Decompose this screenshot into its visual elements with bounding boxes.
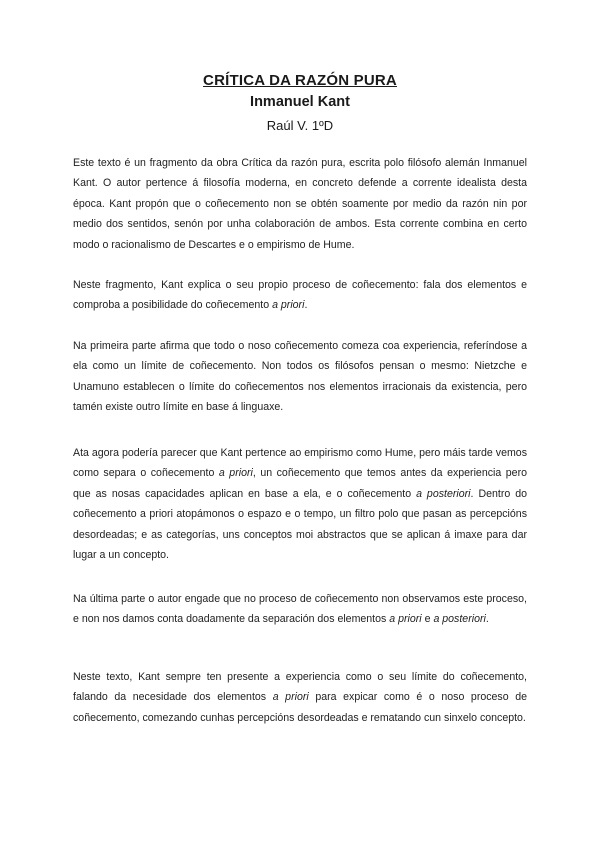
student-name: Raúl V. 1ºD <box>266 118 334 133</box>
paragraph-2-part-b: . <box>304 299 308 312</box>
paragraph-5-emphasis-2: a posteriori <box>433 613 486 626</box>
paragraph-fragment <box>73 275 527 316</box>
paragraph-4-part-c: . Dentro do coñecemento a priori atopámonos o espazo e o tempo, un filtro polo que pasan as percepcións desordeadas; e as categorías, uns conceptos moi abstractos que se aplican á imaxe para dar lugar a un concepto. <box>73 487 527 562</box>
paragraph-3-text: Na primeira parte afirma que todo o noso coñecemento comeza coa experiencia, referíndose a ela como un límite de coñecemento. Non todos os filósofos pensan o mesmo: Nietzche e Unamuno establecen o límite do coñecementos nos elementos irracionais da existencia, pero tamén existe outro límite en base á linguaxe. <box>73 340 527 414</box>
paragraph-5-emphasis-1: a priori <box>389 613 422 626</box>
document-title: CRÍTICA DA RAZÓN PURA <box>203 72 397 89</box>
paragraph-2-part-a: Neste fragmento, Kant explica o seu propio proceso de coñecemento: fala dos elementos e comproba a posibilidade do coñecemento <box>73 279 527 312</box>
paragraph-6-part-a: Neste texto, Kant sempre ten presente a experiencia como o seu límite do coñecemento, falando da necesidade dos elementos <box>73 671 527 704</box>
paragraph-6-part-b: para expicar como é o noso proceso de coñecemento, comezando cunhas percepcións desordeadas e rematando cun sinxelo concepto. <box>73 691 527 724</box>
paragraph-1-text: Este texto é un fragmento da obra Crítica da razón pura, escrita polo filósofo alemán Inmanuel Kant. O autor pertence á filosofía moderna, en concreto defende a corrente idealista desta época. Kant propón que o coñecemento non se obtén soamente por medio da razón nin por medio dos sentidos, senón por unha colaboración de ambos. Esta corrente combina en certo modo o racionalismo de Descartes e o empirismo de Hume. <box>73 157 527 251</box>
paragraph-empiricism <box>73 443 527 565</box>
paragraph-5-text <box>73 589 527 630</box>
document-author: Inmanuel Kant <box>250 94 350 110</box>
paragraph-4-part-b: , un coñecemento que temos antes da experiencia pero que as nosas capacidades aplican en base a ela, e o coñecemento <box>73 467 527 500</box>
paragraph-4-part-a: Ata agora podería parecer que Kant pertence ao empirismo como Hume, pero máis tarde vemos como separa o coñecemento <box>73 447 527 480</box>
paragraph-5-part-c: . <box>485 613 489 626</box>
paragraph-6-emphasis: a priori <box>272 691 309 704</box>
paragraph-intro <box>73 153 527 255</box>
paragraph-5-part-b: e <box>421 613 434 626</box>
paragraph-4-emphasis-1: a priori <box>218 467 253 480</box>
paragraph-conclusion <box>73 667 527 728</box>
paragraph-first-part <box>73 336 527 418</box>
paragraph-last-part <box>73 589 527 630</box>
paragraph-5-part-a: Na última parte o autor engade que no proceso de coñecemento non observamos este proceso, e non nos damos conta doadamente da separación dos elementos <box>73 593 527 626</box>
paragraph-6-text <box>73 667 527 728</box>
paragraph-2-text <box>73 275 527 316</box>
paragraph-4-emphasis-2: a posteriori <box>416 487 471 500</box>
paragraph-4-text <box>73 443 527 565</box>
paragraph-2-emphasis: a priori <box>272 299 305 312</box>
